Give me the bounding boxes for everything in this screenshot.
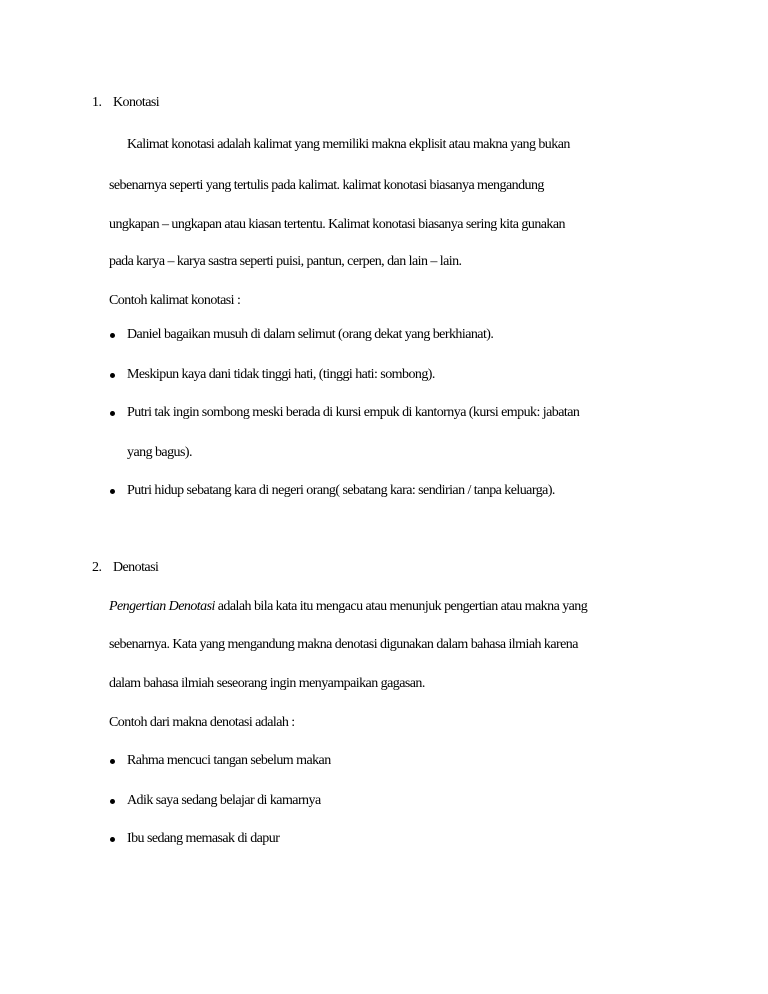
list-item: Ibu sedang memasak di dapur xyxy=(127,831,280,846)
bullet-icon xyxy=(110,373,115,378)
bullet-icon xyxy=(110,489,115,494)
list-item: Meskipun kaya dani tidak tinggi hati, (tinggi hati: sombong). xyxy=(127,367,435,382)
paragraph-line: sebenarnya seperti yang tertulis pada kalimat. kalimat konotasi biasanya mengandung xyxy=(109,178,544,193)
paragraph-text: adalah bila kata itu mengacu atau menunjuk pengertian atau makna yang xyxy=(214,599,588,614)
example-label: Contoh dari makna denotasi adalah : xyxy=(109,715,295,730)
bullet-icon xyxy=(110,759,115,764)
example-label: Contoh kalimat konotasi : xyxy=(109,293,241,308)
list-item: Daniel bagaikan musuh di dalam selimut (orang dekat yang berkhianat). xyxy=(127,327,494,342)
list-item-continuation: yang bagus). xyxy=(127,445,192,460)
paragraph-line xyxy=(109,598,587,616)
bullet-icon xyxy=(110,837,115,842)
section-number: 1. xyxy=(92,95,102,110)
paragraph-line: ungkapan – ungkapan atau kiasan tertentu. Kalimat konotasi biasanya sering kita gunakan xyxy=(109,217,566,232)
section-title: Denotasi xyxy=(112,560,159,575)
paragraph-line: pada karya – karya sastra seperti puisi, pantun, cerpen, dan lain – lain. xyxy=(109,254,462,269)
section-number: 2. xyxy=(92,560,102,575)
section-heading-denotasi xyxy=(92,559,158,577)
bullet-icon xyxy=(110,411,115,416)
bullet-icon xyxy=(110,799,115,804)
list-item: Putri tak ingin sombong meski berada di kursi empuk di kantornya (kursi empuk: jabatan xyxy=(127,405,580,420)
paragraph-line: sebenarnya. Kata yang mengandung makna denotasi digunakan dalam bahasa ilmiah karena xyxy=(109,637,578,652)
paragraph-line: Kalimat konotasi adalah kalimat yang memiliki makna ekplisit atau makna yang bukan xyxy=(127,137,570,152)
list-item: Rahma mencuci tangan sebelum makan xyxy=(127,753,331,768)
list-item: Adik saya sedang belajar di kamarnya xyxy=(127,793,321,808)
paragraph-line: dalam bahasa ilmiah seseorang ingin menyampaikan gagasan. xyxy=(109,676,425,691)
section-heading-konotasi xyxy=(92,94,159,112)
section-title: Konotasi xyxy=(112,95,160,110)
italic-term: Pengertian Denotasi xyxy=(109,599,215,614)
list-item: Putri hidup sebatang kara di negeri orang( sebatang kara: sendirian / tanpa keluarga). xyxy=(127,483,555,498)
bullet-icon xyxy=(110,333,115,338)
